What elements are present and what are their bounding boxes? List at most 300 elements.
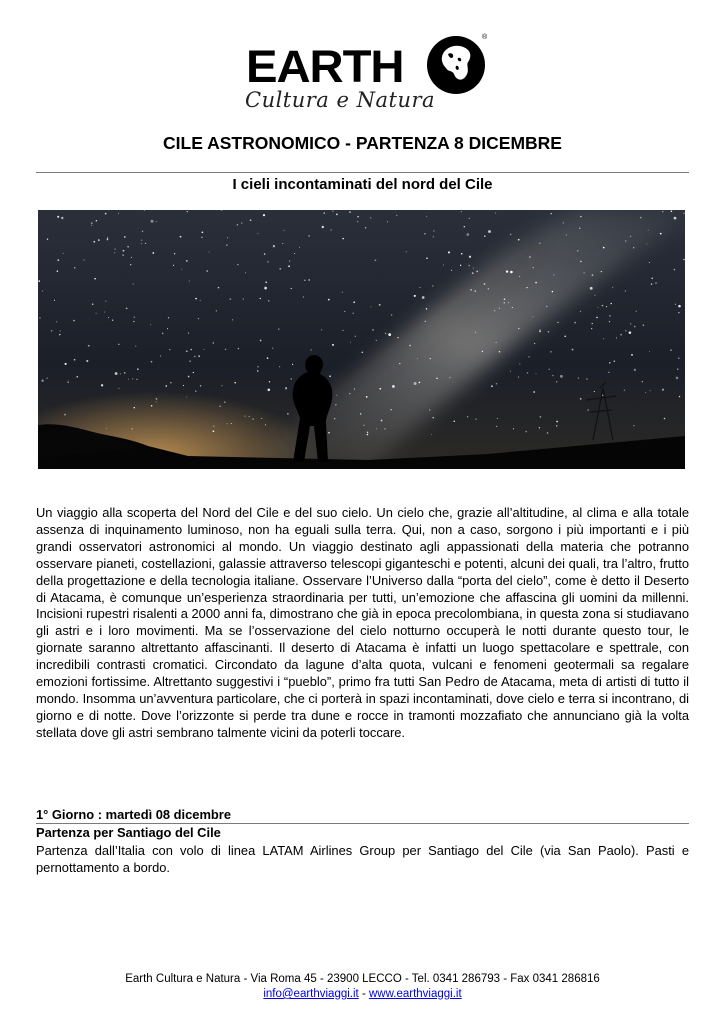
star [336, 214, 338, 216]
star [124, 236, 126, 238]
star [106, 428, 107, 429]
star [93, 241, 95, 243]
star [590, 287, 593, 290]
star [264, 253, 265, 254]
star [60, 330, 61, 331]
star [38, 280, 40, 282]
star [472, 272, 474, 274]
star [470, 289, 471, 290]
star [671, 210, 673, 212]
star [633, 247, 634, 248]
star [431, 434, 432, 435]
star [244, 415, 245, 416]
star [466, 233, 469, 236]
star [556, 421, 558, 423]
star [451, 270, 452, 271]
day-1-description: Partenza dall’Italia con volo di linea LATAM Airlines Group per Santiago del Cile (via San Paolo). Pasti e pernottamento a bordo. [36, 843, 689, 875]
star [513, 428, 514, 429]
star [213, 430, 215, 432]
star [335, 404, 336, 405]
star [677, 369, 678, 370]
star [283, 230, 284, 231]
star [429, 409, 430, 410]
star [332, 344, 334, 346]
star [475, 418, 477, 420]
star [331, 229, 332, 230]
star [355, 336, 356, 337]
star [272, 348, 273, 349]
star [167, 328, 168, 329]
star [342, 330, 343, 331]
email-link[interactable]: info@earthviaggi.it [263, 988, 359, 1000]
star [379, 304, 381, 306]
star [231, 423, 232, 424]
star [370, 217, 371, 218]
star [342, 292, 343, 293]
star [257, 233, 258, 234]
star [630, 236, 632, 238]
star [518, 377, 519, 378]
footer-address: Earth Cultura e Natura - Via Roma 45 - 23900 LECCO - Tel. 0341 286793 - Fax 0341 286816 [125, 973, 600, 985]
day-1-heading: 1° Giorno : martedì 08 dicembre [36, 807, 231, 822]
star [526, 287, 527, 288]
star [464, 226, 465, 227]
star [527, 372, 529, 374]
star [546, 306, 548, 308]
star [376, 340, 377, 341]
star [183, 385, 184, 386]
star [560, 375, 563, 378]
star [425, 321, 426, 322]
star [580, 398, 582, 400]
star [114, 252, 115, 253]
star [592, 323, 593, 324]
star [533, 267, 534, 268]
star [548, 369, 549, 370]
star [642, 381, 643, 382]
star [328, 432, 330, 434]
star [131, 257, 132, 258]
star [250, 219, 252, 221]
star [510, 234, 512, 236]
star [86, 360, 88, 362]
star [529, 256, 531, 258]
website-link[interactable]: www.earthviaggi.it [368, 988, 462, 1000]
star [289, 261, 290, 262]
star [221, 385, 222, 386]
star [357, 216, 359, 218]
title-divider [36, 172, 689, 173]
star [468, 265, 470, 267]
star [504, 302, 505, 303]
star [92, 303, 93, 304]
star [396, 215, 397, 216]
star [344, 311, 345, 312]
star [268, 300, 270, 302]
star [224, 401, 226, 403]
star [42, 290, 43, 291]
star [193, 372, 194, 373]
star [580, 311, 581, 312]
star [47, 239, 48, 240]
star [130, 264, 131, 265]
star [592, 274, 594, 276]
star [98, 239, 100, 241]
star [536, 373, 537, 374]
star [551, 213, 552, 214]
star [218, 287, 220, 289]
star [603, 247, 605, 249]
star [195, 298, 197, 300]
star [539, 329, 540, 330]
star [349, 393, 350, 394]
star [519, 276, 520, 277]
star [518, 239, 520, 241]
star [322, 226, 324, 228]
star [195, 391, 196, 392]
star [269, 381, 270, 382]
star [278, 328, 279, 329]
star [136, 379, 137, 380]
star [189, 280, 190, 281]
star [532, 316, 533, 317]
star [229, 298, 231, 300]
star [469, 256, 471, 258]
star [59, 334, 60, 335]
star [469, 218, 470, 219]
star [126, 308, 128, 310]
star [510, 371, 511, 372]
star [173, 265, 174, 266]
star [606, 306, 607, 307]
star [96, 313, 97, 314]
star [145, 243, 146, 244]
star [76, 376, 77, 377]
day-1-title: Partenza per Santiago del Cile [36, 825, 221, 840]
star [616, 337, 617, 338]
star [448, 251, 450, 253]
star [482, 351, 483, 352]
star [198, 355, 200, 357]
star [512, 307, 513, 308]
star [550, 351, 552, 353]
star [152, 252, 154, 254]
star [484, 283, 486, 285]
star [390, 409, 391, 410]
star [88, 345, 90, 347]
star [206, 270, 208, 272]
star [566, 234, 567, 235]
star [646, 243, 647, 244]
star [150, 324, 151, 325]
star [288, 265, 290, 267]
star [334, 418, 336, 420]
star [419, 382, 421, 384]
star [213, 426, 214, 427]
star [594, 391, 595, 392]
star [473, 268, 474, 269]
star [279, 366, 280, 367]
star [556, 381, 558, 383]
star [118, 344, 119, 345]
star [287, 413, 289, 415]
star [213, 342, 214, 343]
star [156, 401, 157, 402]
page-subtitle: I cieli incontaminati del nord del Cile [232, 176, 493, 193]
star [156, 221, 157, 222]
star [68, 381, 69, 382]
star [495, 212, 496, 213]
star [308, 235, 310, 237]
star [367, 432, 368, 433]
star [151, 220, 154, 223]
star [399, 363, 400, 364]
star [237, 224, 238, 225]
star [426, 216, 427, 217]
star [417, 358, 418, 359]
star [634, 326, 636, 328]
star [609, 321, 610, 322]
star [57, 259, 59, 261]
logo-tagline: Cultura e Natura [245, 88, 436, 112]
star [91, 222, 93, 224]
star [367, 434, 369, 436]
star [352, 312, 354, 314]
day-divider [36, 823, 689, 824]
night-sky-photo [38, 210, 685, 469]
star [350, 342, 351, 343]
star [141, 239, 143, 241]
star [650, 390, 651, 391]
star [379, 388, 381, 390]
star [241, 223, 242, 224]
star [181, 269, 182, 270]
star [518, 328, 519, 329]
star [625, 290, 626, 291]
star [610, 303, 612, 305]
star [602, 305, 604, 307]
star [476, 271, 478, 273]
star [47, 378, 48, 379]
star [174, 253, 175, 254]
star [491, 385, 493, 387]
star [226, 244, 227, 245]
star [601, 271, 602, 272]
star [583, 272, 584, 273]
star [310, 349, 311, 350]
star [156, 398, 158, 400]
star [226, 423, 227, 424]
star [101, 384, 103, 386]
star [553, 274, 554, 275]
star [105, 213, 107, 215]
star [135, 346, 136, 347]
star [112, 320, 113, 321]
star [165, 385, 167, 387]
star [260, 340, 262, 342]
star [321, 329, 322, 330]
star [414, 295, 416, 297]
star [39, 317, 40, 318]
star [91, 225, 92, 226]
star [353, 301, 355, 303]
star [580, 216, 581, 217]
star [375, 259, 377, 261]
star [474, 290, 476, 292]
star [608, 372, 609, 373]
star [397, 337, 398, 338]
star [648, 230, 649, 231]
star [137, 368, 139, 370]
star [625, 240, 626, 241]
star [237, 264, 238, 265]
star [625, 330, 626, 331]
star [552, 291, 553, 292]
star [169, 349, 170, 350]
star [309, 279, 310, 280]
star [264, 287, 267, 290]
star [349, 211, 351, 213]
star [454, 421, 456, 423]
star [419, 287, 420, 288]
star [304, 280, 305, 281]
star [381, 420, 383, 422]
star [104, 311, 105, 312]
star [499, 351, 501, 353]
star [385, 333, 386, 334]
star [376, 428, 377, 429]
star [504, 298, 506, 300]
star [591, 328, 592, 329]
star [118, 388, 119, 389]
star [662, 389, 664, 391]
star [510, 271, 513, 274]
star [424, 233, 426, 235]
star [291, 288, 292, 289]
registered-mark: ® [482, 34, 488, 41]
star [260, 298, 261, 299]
star [186, 350, 188, 352]
star [257, 366, 259, 368]
star [73, 320, 75, 322]
night-sky-icon [38, 210, 685, 469]
star [651, 278, 653, 280]
star [220, 406, 221, 407]
star [674, 269, 676, 271]
star [57, 270, 59, 272]
star [189, 360, 190, 361]
star [484, 236, 485, 237]
star [643, 324, 645, 326]
star [107, 239, 109, 241]
star [683, 259, 684, 260]
star [684, 213, 685, 214]
star [535, 282, 537, 284]
star [432, 285, 433, 286]
star [324, 212, 325, 213]
star [186, 396, 187, 397]
star [354, 388, 355, 389]
star [579, 228, 580, 229]
star [51, 330, 53, 332]
star [633, 425, 634, 426]
star [282, 243, 283, 244]
star [409, 345, 411, 347]
star [291, 378, 292, 379]
star [392, 385, 395, 388]
earth-logo [244, 30, 494, 114]
star [624, 390, 625, 391]
star [577, 250, 579, 252]
star [443, 265, 444, 266]
star [594, 295, 595, 296]
star [506, 270, 508, 272]
star [676, 377, 679, 380]
logo-wordmark: EARTH [246, 41, 404, 92]
star [564, 335, 566, 337]
star [587, 409, 589, 411]
page-title: CILE ASTRONOMICO - PARTENZA 8 DICEMBRE [163, 133, 562, 153]
star [612, 287, 613, 288]
star [664, 418, 666, 420]
star [122, 254, 123, 255]
star [332, 210, 333, 211]
star [200, 300, 201, 301]
star [261, 418, 262, 419]
star [422, 296, 425, 299]
star [303, 296, 304, 297]
star [257, 370, 258, 371]
star [141, 243, 142, 244]
star [636, 311, 637, 312]
star [68, 382, 69, 383]
star [460, 265, 461, 266]
star [142, 231, 143, 232]
star [645, 392, 646, 393]
star [188, 333, 189, 334]
star [243, 298, 244, 299]
star [115, 372, 118, 375]
star [540, 416, 542, 418]
star [200, 385, 202, 387]
star [670, 350, 671, 351]
star [94, 278, 96, 280]
star [234, 382, 236, 384]
star [83, 259, 84, 260]
star [660, 233, 662, 235]
star [678, 305, 681, 308]
star [127, 246, 128, 247]
star [201, 237, 202, 238]
star [265, 424, 266, 425]
star [202, 231, 204, 233]
star [151, 405, 153, 407]
star [384, 428, 385, 429]
star [449, 377, 451, 379]
star [227, 237, 228, 238]
star [370, 306, 371, 307]
star [534, 343, 535, 344]
star [436, 378, 437, 379]
star [170, 382, 171, 383]
star [133, 321, 134, 322]
star [267, 388, 270, 391]
star [267, 357, 269, 359]
star [342, 238, 344, 240]
star [548, 331, 550, 333]
star [609, 315, 610, 316]
star [204, 349, 205, 350]
